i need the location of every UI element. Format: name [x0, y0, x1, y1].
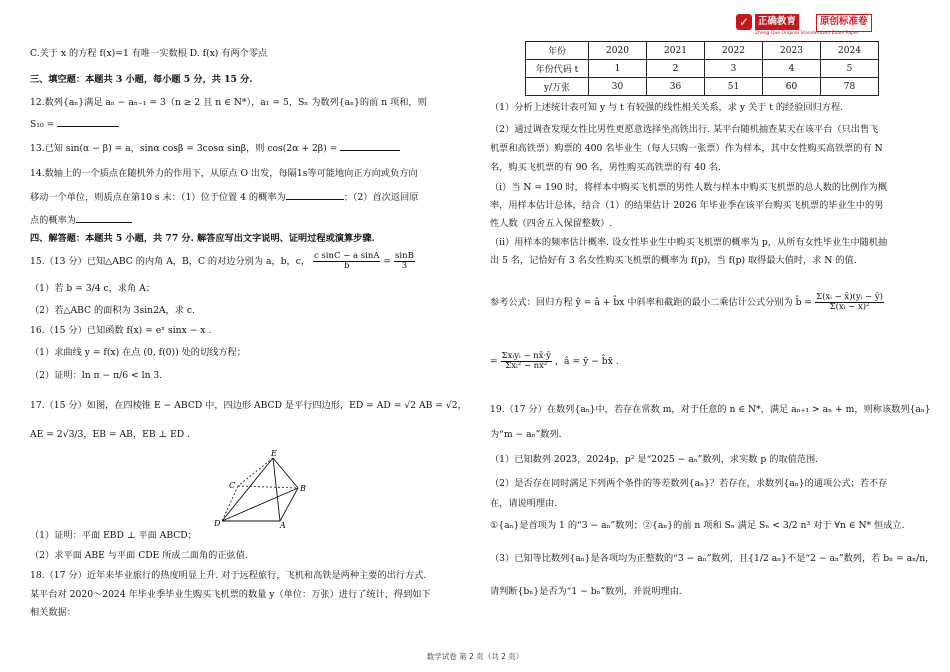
question-19-part1: （1）已知数列 2023，2024p，p² 是“2025 − aₙ”数列，求实数 p 的取值范围. [490, 454, 819, 465]
question-15-fraction-2 [394, 252, 415, 271]
edge-ea [273, 458, 280, 521]
question-15-part1: （1）若 b = 3/4 c，求角 A； [30, 283, 155, 294]
vertex-c: C [229, 481, 236, 490]
q18-part2-line3: 名，购买飞机票的有 90 名，男性购买高铁票的有 40 名. [490, 162, 721, 173]
question-18-line1: 18.（17 分）近年来毕业旅行的热度明显上升. 对于远程旅行，飞机和高铁是两种主要的出行方式. [30, 570, 427, 581]
question-17-line1: 17.（15 分）如图，在四棱锥 E − ABCD 中，四边形 ABCD 是平行四边形，ED = AD = √2 AB = √2， [30, 400, 467, 411]
edge-ab [280, 488, 298, 521]
table-cell: 5 [821, 60, 879, 78]
table-cell: 2021 [647, 42, 705, 60]
question-14-line1: 14.数轴上的一个质点在随机外力的作用下，从原点 O 出发，每隔1s等可能地向正方向或负方向 [30, 168, 418, 179]
fraction-2-denominator: 3 [401, 261, 408, 271]
fraction-1-denominator: b [344, 261, 350, 271]
table-row [526, 42, 879, 60]
table-cell: 2020 [589, 42, 647, 60]
table-cell: 2023 [763, 42, 821, 60]
question-19-line1: 19.（17 分）在数列{aₙ}中，若存在常数 m，对于任意的 n ∈ N*，满足 aₙ₊₁ > aₙ + m，则称该数列{aₙ} [490, 404, 931, 415]
answer-blank-14-1[interactable] [286, 190, 344, 200]
question-14-part3: 点的概率为 [30, 215, 76, 226]
question-15-stem: 15.（13 分）已知△ABC 的内角 A，B，C 的对边分别为 a，b，c， [30, 256, 311, 267]
question-17-line2: AE = 2√3/3，EB = AB，EB ⊥ ED . [30, 429, 190, 440]
vertex-a: A [280, 521, 286, 528]
table-cell: 2024 [821, 42, 879, 60]
table-cell: 60 [763, 78, 821, 96]
section-3-heading: 三、填空题：本题共 3 小题，每小题 5 分，共 15 分. [30, 74, 253, 85]
reference-formula-lead: 参考公式：回归方程 ŷ = â + b̂x 中斜率和截距的最小二乘估计公式分别为 b̂ = [490, 297, 813, 308]
q18-part2-ii-line2: 出 5 名，记恰好有 3 名女性购买飞机票的概率为 f(p)，当 f(p) 取得最大值时，求 N 的值. [490, 255, 857, 266]
slope-alt-fraction [501, 352, 552, 371]
question-16-part1: （1）求曲线 y = f(x) 在点 (0, f(0)) 处的切线方程； [30, 347, 246, 358]
question-19-conditions: ①{aₙ}是首项为 1 的“3 − aₙ”数列；②{aₙ}的前 n 项和 Sₙ 满足 Sₙ < 3/2 n³ 对于 ∀n ∈ N* 恒成立. [490, 520, 905, 531]
vertex-e: E [271, 449, 277, 458]
logo-brand-secondary: 原创标准卷 [816, 14, 872, 32]
edge-db [222, 488, 298, 521]
table-cell: 30 [589, 78, 647, 96]
pyramid-figure [210, 448, 310, 528]
question-15-equals: = [383, 256, 392, 267]
q18-part2-i-line1: （i）当 N = 190 时，将样本中购买飞机票的男性人数与样本中购买飞机票的总人数的比例作为概 [490, 182, 888, 193]
table-cell: 51 [705, 78, 763, 96]
q18-part2-line1: （2）通过调查发现女性比男性更愿意选择坐高铁出行. 某平台随机抽查某天在该平台（只出售飞 [490, 124, 879, 135]
formula-equals: = [490, 356, 498, 367]
logo-subtitle: Zheng Que Original Standardized Exam Paper [755, 31, 859, 36]
question-19-part3-line2: 请判断{bₙ}是否为“1 − bₙ”数列，并说明理由. [490, 586, 682, 597]
q18-part2-ii-line1: （ii）用样本的频率估计概率. 设女性毕业生中购买飞机票的概率为 p，从所有女性毕业生中随机抽 [490, 237, 888, 248]
fraction-2-numerator: sinB [395, 251, 414, 261]
flight-ticket-table [525, 41, 879, 96]
question-13-text: 13.已知 sin(α − β) = a，sinα cosβ = 3cosα sinβ，则 cos(2α + 2β) = [30, 143, 341, 154]
question-14-part2: ；（2）首次返回原 [343, 192, 419, 203]
question-14-line2 [30, 190, 418, 204]
q18-part2-line2: 机票和高铁票）购票的 400 名毕业生（每人只购一张票）作为样本，其中女性购买高铁票的有 N [490, 143, 883, 154]
slope-fraction [815, 293, 884, 312]
fraction-1-numerator: c sinC − a sinA [313, 251, 380, 261]
question-19-part2-line1: （2）是否存在同时满足下列两个条件的等差数列{aₙ}？若存在，求数列{aₙ}的通项公式；若不存 [490, 478, 888, 489]
q18-part1: （1）分析上述统计表可知 y 与 t 有较强的线性相关关系，求 y 关于 t 的经验回归方程. [490, 102, 844, 113]
table-cell: 2 [647, 60, 705, 78]
table-cell: 4 [763, 60, 821, 78]
slope-numerator: Σ(xᵢ − x̄)(yᵢ − ȳ) [816, 292, 883, 302]
publisher-logo [736, 13, 896, 35]
question-12-line2 [30, 117, 119, 131]
slope-alt-numerator: Σxᵢyᵢ − nx̄·ȳ [501, 351, 551, 361]
edge-ec [238, 458, 273, 486]
page-footer: 数学试卷 第 2 页（共 2 页） [426, 652, 524, 661]
edge-cb [238, 486, 298, 488]
table-cell: 78 [821, 78, 879, 96]
question-19-part3-line1: （3）已知等比数列{aₙ}是各项均为正整数的“3 − aₙ”数列，且{1/2 aₙ}不是“2 − aₙ”数列，若 bₙ = aₙ/n， [490, 553, 935, 564]
table-cell: 年份 [526, 42, 589, 60]
reference-formula-line2 [490, 352, 619, 371]
table-cell: 36 [647, 78, 705, 96]
q18-part2-i-line2: 率，用样本估计总体，结合（1）的结果估计 2026 年毕业季在该平台购买飞机票的毕业生中的男 [490, 200, 884, 211]
question-15-line1 [30, 252, 415, 271]
question-18-line3: 相关数据： [30, 607, 76, 618]
question-16-part2: （2）证明：ln π − π/6 < ln 3. [30, 370, 163, 381]
vertex-b: B [300, 484, 306, 493]
question-14-line3 [30, 213, 132, 227]
table-cell: 1 [589, 60, 647, 78]
question-17-part2: （2）求平面 ABE 与平面 CDE 所成二面角的正弦值. [30, 550, 248, 561]
table-cell: 年份代码 t [526, 60, 589, 78]
check-icon: ✓ [736, 14, 752, 30]
answer-blank-14-2[interactable] [76, 213, 132, 223]
answer-blank-12[interactable] [57, 117, 119, 127]
table-cell: 3 [705, 60, 763, 78]
option-cd: C.关于 x 的方程 f(x)=1 有唯一实数根 D. f(x) 有两个零点 [30, 48, 268, 59]
intercept-formula: ，â = ȳ − b̂x̄ . [554, 356, 619, 367]
question-13 [30, 141, 400, 155]
edge-eb [273, 458, 298, 488]
question-14-part1: 移动一个单位，则质点在第10 s 末：（1）位于位置 4 的概率为 [30, 192, 286, 203]
question-15-fraction-1 [313, 252, 381, 271]
answer-blank-13[interactable] [340, 141, 400, 151]
slope-denominator: Σ(xᵢ − x̄)² [829, 302, 870, 312]
q18-part2-i-line3: 性人数（四舍五入保留整数）. [490, 218, 613, 229]
question-16-stem: 16.（15 分）已知函数 f(x) = eˣ sinx − x . [30, 325, 212, 336]
vertex-d: D [214, 519, 221, 528]
table-cell: y/万张 [526, 78, 589, 96]
question-15-part2: （2）若△ABC 的面积为 3sin2A，求 c. [30, 305, 195, 316]
section-4-heading: 四、解答题：本题共 5 小题，共 77 分. 解答应写出文字说明、证明过程或演算步骤. [30, 233, 375, 244]
table-cell: 2022 [705, 42, 763, 60]
table-row [526, 60, 879, 78]
question-17-part1: （1）证明：平面 EBD ⊥ 平面 ABCD； [30, 530, 197, 541]
slope-alt-denominator: Σxᵢ² − nx̄² [505, 361, 548, 371]
question-18-line2: 某平台对 2020～2024 年毕业季毕业生购买飞机票的数量 y（单位：万张）进行了统计，得到如下 [30, 589, 431, 600]
table-row [526, 78, 879, 96]
question-19-part2-line2: 在，请说明理由. [490, 498, 558, 509]
logo-brand: 正确教育 [755, 14, 799, 30]
reference-formula-line1 [490, 293, 884, 312]
question-19-line2: 为“m − aₙ”数列. [490, 429, 562, 440]
question-12-lead: S₁₀ = [30, 119, 58, 130]
question-12-line1: 12.数列{aₙ}满足 aₙ − aₙ₋₁ = 3（n ≥ 2 且 n ∈ N*），a₁ = 5，Sₙ 为数列{aₙ}的前 n 项和，则 [30, 97, 427, 108]
